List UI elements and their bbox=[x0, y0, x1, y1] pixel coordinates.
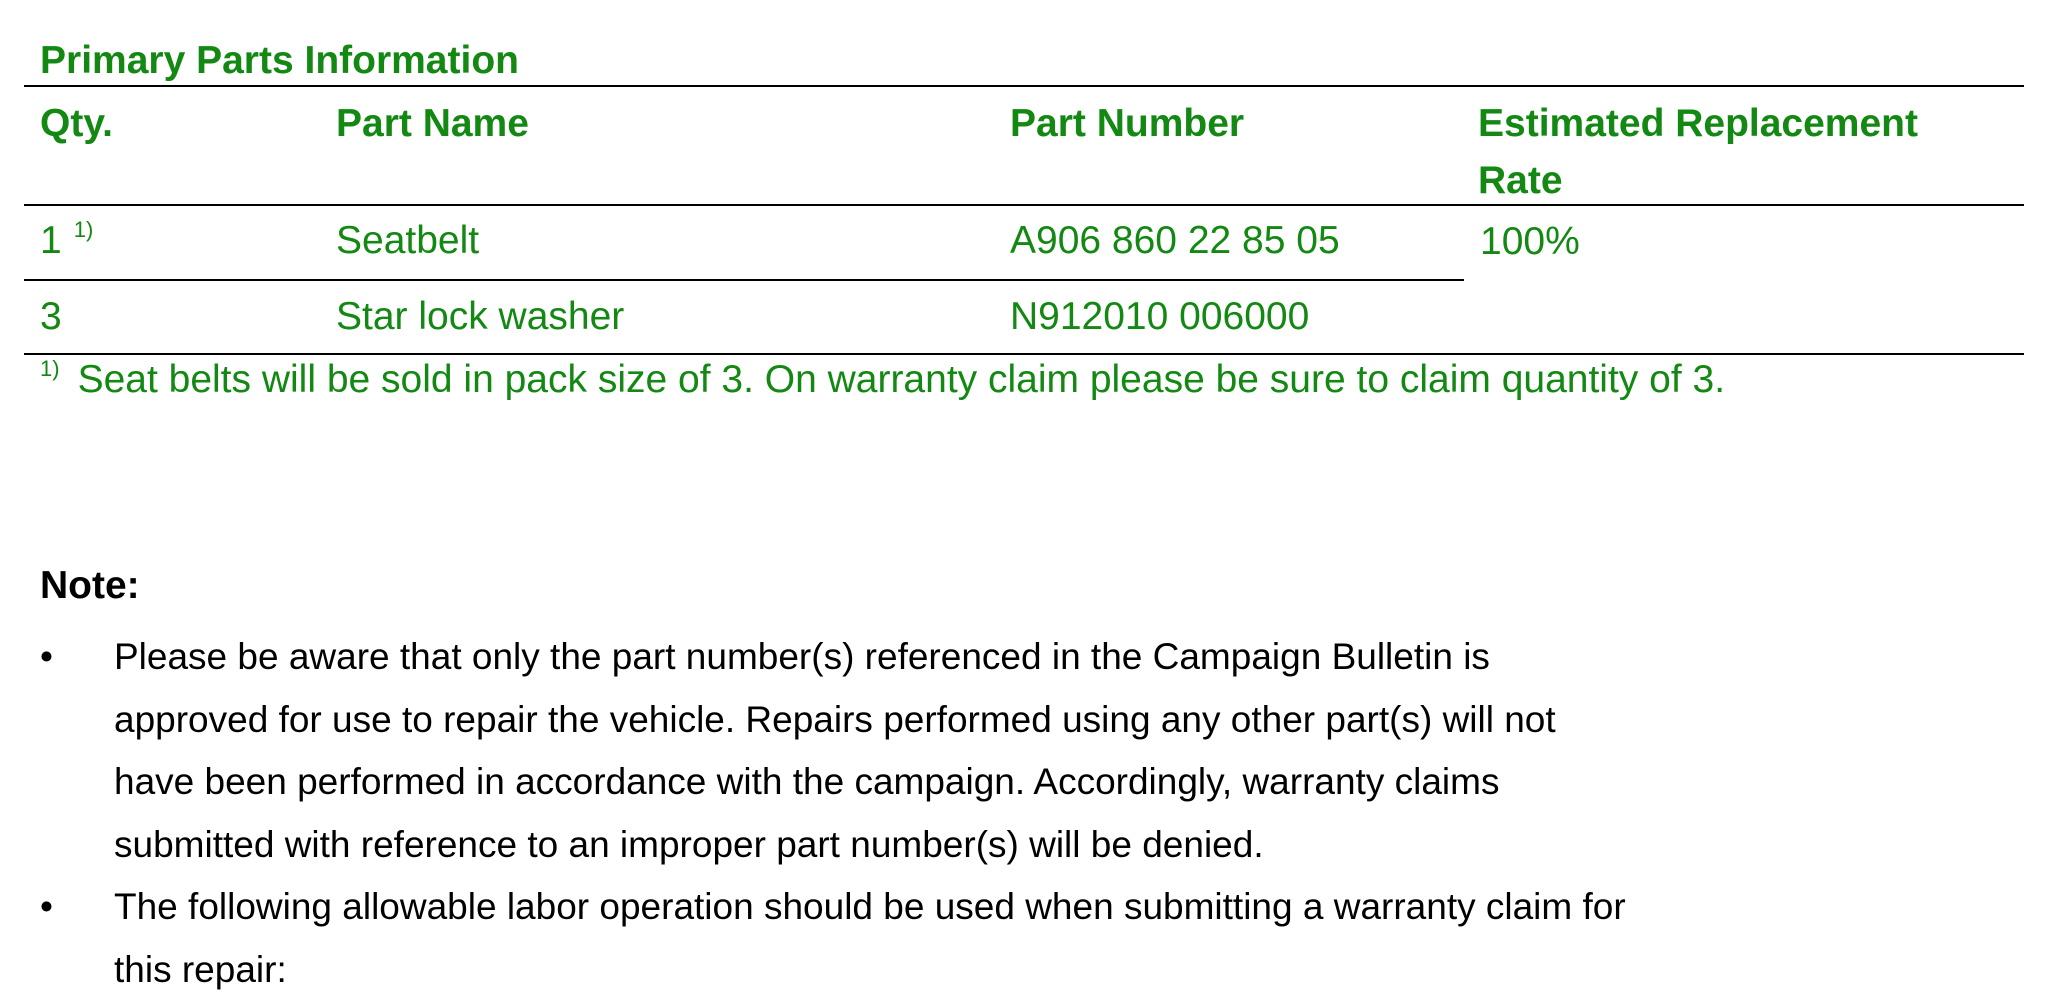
note-label: Note: bbox=[40, 562, 140, 610]
bullet-2-line-1: The following allowable labor operation should be used when submitting a warranty claim for bbox=[114, 876, 1894, 939]
list-item bbox=[40, 876, 1894, 1001]
row-1-qty-value: 1 bbox=[40, 219, 62, 262]
bullet-1-line-2: approved for use to repair the vehicle. Repairs performed using any other part(s) will not bbox=[114, 689, 1894, 752]
row-1-bottom-rule bbox=[24, 279, 1464, 281]
footnote-text: Seat belts will be sold in pack size of 3. On warranty claim please be sure to claim quantity of 3. bbox=[78, 358, 1725, 401]
row-1-footnote-ref: 1) bbox=[74, 217, 94, 242]
bullet-text bbox=[114, 626, 1894, 876]
bullet-2-line-2: this repair: bbox=[114, 939, 1894, 1001]
header-rate-line-2: Rate bbox=[1478, 152, 1918, 209]
table-row-1-part-number: A906 860 22 85 05 bbox=[1010, 212, 1340, 269]
header-rate-line-1: Estimated Replacement bbox=[1478, 95, 1918, 152]
header-bottom-rule bbox=[24, 204, 2024, 206]
bullet-icon: • bbox=[40, 626, 80, 689]
table-row-2-part-number: N912010 006000 bbox=[1010, 288, 1309, 345]
section-title: Primary Parts Information bbox=[40, 38, 519, 84]
bullet-1-line-3: have been performed in accordance with the campaign. Accordingly, warranty claims bbox=[114, 751, 1894, 814]
header-part-number: Part Number bbox=[1010, 95, 1244, 152]
table-row-1-part-name: Seatbelt bbox=[336, 212, 479, 269]
table-row-2-part-name: Star lock washer bbox=[336, 288, 624, 345]
bullet-text bbox=[114, 876, 1894, 1001]
table-shared-rate: 100% bbox=[1480, 213, 1580, 270]
note-bullet-list bbox=[40, 626, 1940, 1001]
header-part-name: Part Name bbox=[336, 95, 529, 152]
table-top-rule bbox=[24, 85, 2024, 87]
bullet-icon: • bbox=[40, 876, 80, 939]
table-row-1-qty bbox=[40, 212, 93, 274]
header-qty: Qty. bbox=[40, 95, 113, 152]
table-row-2-qty: 3 bbox=[40, 288, 62, 345]
footnote-mark: 1) bbox=[40, 356, 60, 381]
header-estimated-replacement-rate bbox=[1478, 95, 1918, 209]
footnote bbox=[40, 355, 1725, 410]
bullet-1-line-4: submitted with reference to an improper part number(s) will be denied. bbox=[114, 814, 1894, 877]
bullet-1-line-1: Please be aware that only the part number(s) referenced in the Campaign Bulletin is bbox=[114, 626, 1894, 689]
list-item bbox=[40, 626, 1894, 876]
